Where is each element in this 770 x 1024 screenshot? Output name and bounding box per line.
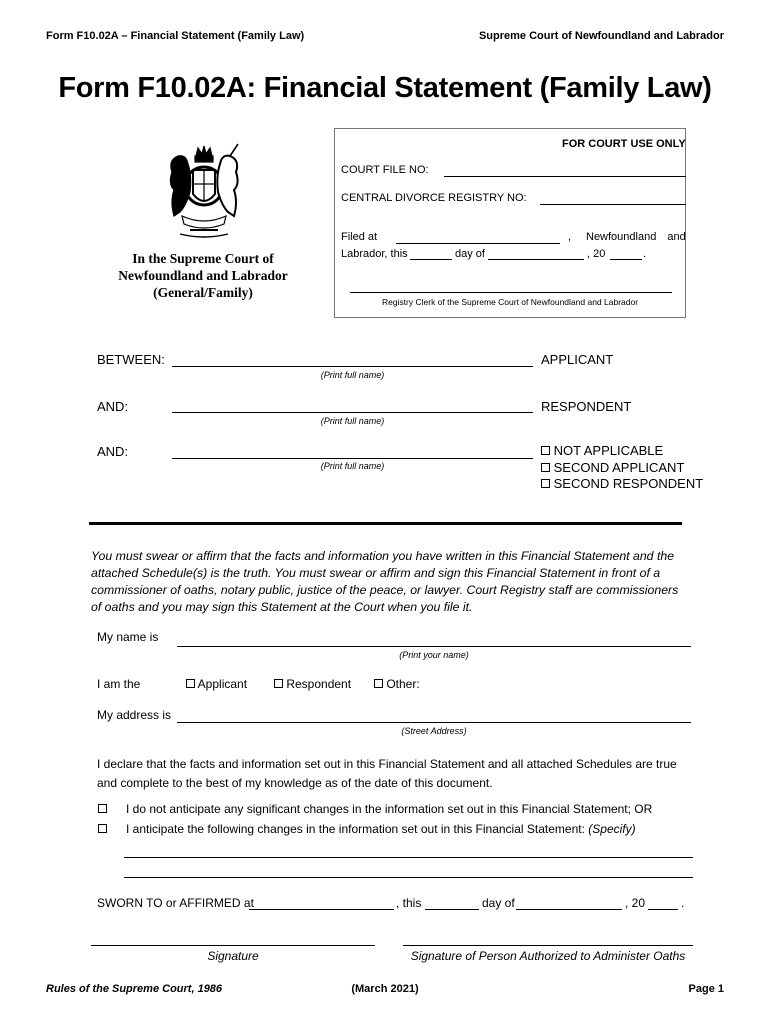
header-form-name: Form F10.02A – Financial Statement (Family Law) bbox=[46, 30, 305, 42]
changes-text: I anticipate the following changes in the information set out in this Financial Statement: bbox=[126, 822, 585, 836]
registry-clerk-caption: Registry Clerk of the Supreme Court of Newfoundland and Labrador bbox=[381, 297, 639, 307]
labrador-this-label: Labrador, this bbox=[341, 248, 408, 260]
applicant-label: APPLICANT bbox=[541, 352, 614, 367]
role-other-label: Other: bbox=[386, 677, 420, 691]
and-label-1: AND: bbox=[97, 399, 129, 414]
sworn-month-field[interactable] bbox=[516, 909, 622, 910]
role-other-option[interactable] bbox=[374, 677, 420, 691]
filed-at-field[interactable] bbox=[396, 243, 560, 244]
i-am-the-label: I am the bbox=[97, 677, 141, 691]
changes-checkbox[interactable] bbox=[98, 824, 107, 833]
court-name-line-3: (General/Family) bbox=[153, 285, 253, 300]
sworn-day-of-label: day of bbox=[482, 896, 515, 910]
filed-period: . bbox=[643, 248, 647, 260]
page-title: Form F10.02A: Financial Statement (Family Law) bbox=[58, 72, 712, 104]
divorce-registry-field[interactable] bbox=[540, 204, 686, 205]
second-applicant-label: SECOND APPLICANT bbox=[553, 460, 685, 475]
oaths-signature-line[interactable] bbox=[403, 945, 693, 946]
newfoundland-and-label: Newfoundland and bbox=[586, 231, 686, 243]
filed-comma: , bbox=[568, 231, 572, 243]
not-applicable-label: NOT APPLICABLE bbox=[553, 443, 664, 458]
changes-line-2[interactable] bbox=[124, 877, 693, 878]
oaths-signature-caption: Signature of Person Authorized to Administer Oaths bbox=[410, 949, 686, 963]
no-changes-checkbox-wrap[interactable] bbox=[98, 802, 107, 816]
my-name-field[interactable] bbox=[177, 646, 691, 647]
my-name-label: My name is bbox=[97, 630, 159, 644]
court-name-line-1: In the Supreme Court of bbox=[132, 251, 274, 266]
registry-clerk-signature-line[interactable] bbox=[350, 292, 672, 293]
specify-text: (Specify) bbox=[588, 822, 636, 836]
second-respondent-label: SECOND RESPONDENT bbox=[553, 476, 704, 491]
filed-year-field[interactable] bbox=[610, 259, 642, 260]
court-name-line-2: Newfoundland and Labrador bbox=[118, 268, 288, 283]
second-applicant-checkbox[interactable] bbox=[541, 463, 550, 472]
sworn-at-label: SWORN TO or AFFIRMED at bbox=[97, 896, 254, 910]
my-address-field[interactable] bbox=[177, 722, 691, 723]
role-applicant-label: Applicant bbox=[197, 677, 248, 691]
role-respondent-checkbox[interactable] bbox=[274, 679, 283, 688]
and-label-2: AND: bbox=[97, 444, 129, 459]
court-file-no-field[interactable] bbox=[444, 176, 686, 177]
respondent-label: RESPONDENT bbox=[541, 399, 632, 414]
filed-month-field[interactable] bbox=[488, 259, 584, 260]
divorce-registry-label: CENTRAL DIVORCE REGISTRY NO: bbox=[341, 192, 527, 204]
changes-line-1[interactable] bbox=[124, 857, 693, 858]
second-respondent-checkbox[interactable] bbox=[541, 479, 550, 488]
role-applicant-checkbox[interactable] bbox=[186, 679, 195, 688]
footer-date: (March 2021) bbox=[351, 983, 419, 995]
my-address-caption: (Street Address) bbox=[401, 726, 467, 736]
role-respondent-label: Respondent bbox=[286, 677, 352, 691]
filed-day-field[interactable] bbox=[410, 259, 452, 260]
role-other-checkbox[interactable] bbox=[374, 679, 383, 688]
between-label: BETWEEN: bbox=[97, 352, 165, 367]
footer-page-number: Page 1 bbox=[688, 983, 724, 995]
not-applicable-option[interactable] bbox=[541, 443, 663, 458]
third-party-name-caption: (Print full name) bbox=[320, 461, 385, 471]
my-address-label: My address is bbox=[97, 708, 172, 722]
court-file-no-label: COURT FILE NO: bbox=[341, 164, 429, 176]
declaration-text: I declare that the facts and information set out in this Financial Statement and all attached Schedules are true and complete to the best of my knowledge as of the date of this document. bbox=[97, 757, 677, 790]
sworn-period: . bbox=[681, 896, 685, 910]
sworn-twenty-label: , 20 bbox=[625, 896, 646, 910]
filed-day-of-label: day of bbox=[455, 248, 485, 260]
no-changes-checkbox[interactable] bbox=[98, 804, 107, 813]
header-court-name: Supreme Court of Newfoundland and Labrador bbox=[478, 30, 724, 42]
applicant-name-caption: (Print full name) bbox=[320, 370, 385, 380]
role-respondent-option[interactable] bbox=[274, 677, 351, 691]
court-name bbox=[108, 250, 298, 301]
changes-checkbox-wrap[interactable] bbox=[98, 822, 107, 836]
filed-at-label: Filed at bbox=[341, 231, 378, 243]
sworn-place-field[interactable] bbox=[249, 909, 394, 910]
sworn-this-label: , this bbox=[396, 896, 422, 910]
my-name-caption: (Print your name) bbox=[399, 650, 469, 660]
respondent-name-field[interactable] bbox=[172, 412, 533, 413]
section-divider bbox=[89, 522, 682, 525]
sworn-day-field[interactable] bbox=[425, 909, 479, 910]
signature-caption: Signature bbox=[207, 949, 259, 963]
filed-twenty-label: , 20 bbox=[587, 248, 606, 260]
applicant-name-field[interactable] bbox=[172, 366, 533, 367]
not-applicable-checkbox[interactable] bbox=[541, 446, 550, 455]
respondent-name-caption: (Print full name) bbox=[320, 416, 385, 426]
sworn-year-field[interactable] bbox=[648, 909, 678, 910]
third-party-name-field[interactable] bbox=[172, 458, 533, 459]
court-use-heading: FOR COURT USE ONLY bbox=[562, 138, 686, 150]
footer-rules: Rules of the Supreme Court, 1986 bbox=[46, 983, 223, 995]
coat-of-arms-icon bbox=[160, 142, 248, 242]
sworn-instructions: You must swear or affirm that the facts and information you have written in this Financial Statement and the attached Schedule(s) is the truth. You must swear or affirm and sign this Financial Statement in front of a commissioner of oaths, notary public, justice of the peace, or lawyer. Court Registry staff are commissioners of oaths and you may sign this Statement at the Court when you file it. bbox=[91, 549, 679, 614]
second-applicant-option[interactable] bbox=[541, 460, 684, 475]
no-changes-label: I do not anticipate any significant changes in the information set out in this Financial Statement; OR bbox=[126, 802, 653, 816]
court-use-box bbox=[334, 128, 686, 318]
signature-line[interactable] bbox=[91, 945, 375, 946]
changes-label bbox=[126, 822, 636, 836]
role-applicant-option[interactable] bbox=[186, 677, 247, 691]
second-respondent-option[interactable] bbox=[541, 476, 703, 491]
